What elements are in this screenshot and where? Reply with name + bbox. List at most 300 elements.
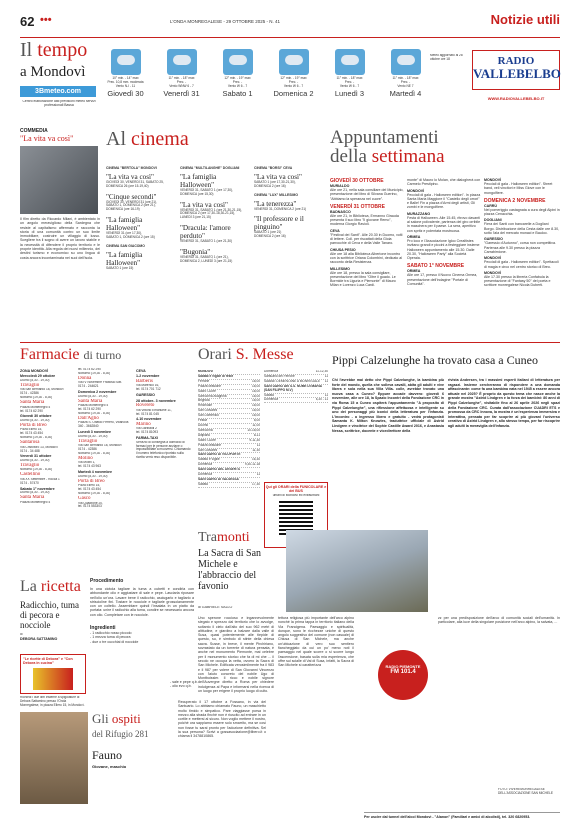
messa-place: San Domenico (198, 414, 219, 418)
app-place: CHIUSA PESIO (330, 247, 356, 252)
farmacia-date: Mercoledì 29 ottobre (20, 374, 56, 379)
farmacie-col-3 (136, 368, 192, 460)
cloud-rain-icon (111, 49, 141, 75)
ingredienti-head: Ingredienti (90, 625, 116, 632)
farmacia-info: Via Molini 1, tel. 0174 43 963 (78, 461, 101, 469)
farmacia-name: Gasco (78, 495, 91, 501)
film-hours: SABATO 1 (ore 21) DOMENICA 2 (ore 16) (254, 230, 286, 239)
radio-name-1: RADIO (497, 55, 535, 67)
book-note: Richiedi i due libri insieme a spigolature di Debora Sattamino presso l'Onda Monregalese, in piazza Ellero 15, in Mondovì. (20, 696, 85, 707)
app-place: BADNASCO (330, 209, 351, 214)
app-place: ORMEA (407, 234, 421, 239)
messe-col-1 (198, 370, 260, 488)
film-title: "La famiglia Halloween" (106, 250, 143, 267)
farmacia-name: Travaglio (78, 438, 98, 444)
pippi-text-2: rivista Andersen, tra i massimi esperti italiani di letteratura per ragazzi. Insieme cercheranno di rispondere a una domanda affascinante: come fa una bambina nata nel 1945 a essere ancora attuale nel 2025? È proprio da questo tema che nasce anche la grande mostra "Astrid Lindgren e la forza dei bambini: 80 anni di Pippi Calzelunghe", visitabile fino al 26 aprile 2026 negli spazi della Fondazione CRC. Curata dall'associazione CUADRI ETS e promossa da CRC Innova, la mostra è un'esperienza immersiva e interattiva, pensata per far scoprire ai più giovani l'universo creativo di Astrid Lindgren e, allo stesso tempo, per far riscoprire agli adulti la meraviglia dell'infanzia. (448, 378, 560, 428)
farmacia-name: Castellino (20, 472, 41, 478)
messa-place: Piazza Missione (198, 443, 222, 447)
messa-place: Santuario del Ferrone (264, 374, 295, 378)
messa-place: Sacro Cuore (198, 389, 216, 393)
messa-time: 18,00 (252, 379, 260, 383)
app-text: "Festival dei Santi". Alle 20.30 in Duomo, volti di lettere. Coll. per riscattati della Gioia parrocchie di Ceva e della Valle Tanaro. (330, 232, 403, 246)
weather-info: 11° min. - 18° max Prec. - Vento WNW 6 - 7 (168, 76, 195, 88)
radio-name-2: VALLEBELBO (473, 66, 561, 81)
ingrediente: - 1 mezza tuma di pecora (90, 635, 131, 640)
app-text: Fiera dei Santi con bancarelle a Dogliani Borgo. Distribuzione della Cesta dalle ore 8.30, sotto l'ala del mercato monaci e Bauloo. (484, 222, 560, 236)
dog-photo (20, 712, 88, 804)
messa-place: Domenica (198, 463, 213, 467)
farmacia-info: Via Garibaldi 2 tel. 0174 81093 (136, 427, 158, 435)
farmacia-date: Giovedì 30 ottobre (20, 414, 52, 419)
messa-place: SANTUARIO DI VALSESSA (198, 477, 239, 481)
procedimento-text: In una ciotola tagliare la tuma a cubetti e condirla con abbondante olio e aggiustare di sale e pepe. Lasciarla riposare nell'olio un'ora. Lavare bene il radicchio, asciugarlo e tagliarlo a striscioline fini. Tostare le nocciole e tagliarle grossolanamente con un coltello. Assemblare quindi l'insalata in un piatto da portata: unire il radicchio alla tuma, condire se necessario ancora con olio. Completare con le nocciole. (90, 587, 194, 617)
farmacia-info: Notturno (19,30 - 8,30) (78, 411, 111, 415)
film-hours: VENERDÌ 31, SABATO 1 (ore 21,30-21,15), DOMENICA 2 (ore 17,30-18,30-21,15), LUNEDÌ 3 (ore 21,15) (180, 207, 243, 220)
section-title: Notizie utili (490, 12, 560, 27)
weather-info: 12° min. - 19° max Prec. - Vento W 6 - 7 (224, 76, 251, 88)
messa-time: 11 (324, 379, 328, 383)
app-text: Pecciali di gala - Halloween edition". In piazza Santa Maria Maggiore il "Castello degli orrori" e Balle! Fin a piazza d'Armi degli artisti, Gli zombi e le mongolfiere. (407, 192, 481, 210)
farmacia-info: Via Vittorio Emanuele 11, tel. 0174 81 045 (136, 408, 172, 416)
pippi-title: Pippi Calzelunghe ha trovato casa a Cuneo (332, 353, 538, 367)
pet-name: Fauno (92, 748, 122, 762)
radio-piemonte-logo (378, 650, 428, 700)
farmacia-date: Martedì 4 novembre (78, 470, 112, 475)
messa-row (264, 385, 328, 394)
farmacia-info: Servizio di consegna a domicilio di farmaci per le persone anziane o impossibilitate a muoversi. Chiamando il numero telefonico riportato sulla ricetta verrà reso disponibile. (136, 440, 191, 460)
ospiti-section (20, 712, 196, 812)
ingrediente: - olio evo q.b. (170, 684, 192, 689)
app-place: MONDOVÌ (484, 256, 502, 261)
tramonti-author: di GABRIELE SALLO (198, 606, 233, 609)
film-hours: VENERDÌ 31 (ore 17,30), SABATO 1, DOMENICA 2 (ore 15) (106, 230, 155, 239)
app-text: Nel pomeriggio castagnata a cura degli Alpini in piazza Cenacchia. (484, 207, 560, 217)
messe-col-2 (264, 370, 328, 403)
app-text: Alle ore 21, nella sala consiliare del Municipio, presentazione del libro di Silvana Guerino, "Abbiamo la speranza nel cuore". (330, 188, 404, 201)
weather-day-3 (216, 49, 259, 98)
book-title: "Le ricette di Debora" e "Con Debora in cucina" (23, 657, 73, 666)
messa-row (198, 483, 260, 488)
commedia-head: COMMEDIA (20, 128, 48, 134)
farmacia-date: Venerdì 31 ottobre (20, 454, 52, 459)
app-text: Alle ore 18, presso la sala consigliare, presentazione del libro "Oltre il guado. Le Bormide tra Liguria e Piemonte" di Mauro Milan e Lorenzo Luca Cardi. (330, 270, 396, 288)
ingrediente: - sale e pepe q.b. (170, 680, 198, 684)
film-hours: GIOVEDÌ 30, VENERDÌ 31, SABATO 25, DOMENICA 26 (ore 15-19,40) (106, 180, 164, 188)
messa-place: SANTUARIO DEL DESERTO (198, 468, 241, 472)
ospiti-title-2: ospiti (111, 711, 141, 726)
farmacia-name: Santa Maria (20, 400, 45, 406)
messa-time: 8-11 (253, 433, 260, 437)
app-text: Alle ore 21, in Biblioteca, Ermanno Girauda presenta il suo libro "Il giovane Remo", moderna Giorgio Ravioli. (330, 213, 399, 227)
messa-place: Rinchiuse (198, 404, 212, 408)
tramonti-headline: La Sacra di San Michele e l'abbraccio del favonio (198, 548, 262, 592)
messa-time: 11-12,30 (315, 370, 328, 373)
app-text: "Garessio d'Autunno", corsa non competitiva. Partenza alle 9.30 presso la piazza Carrabimione. (484, 241, 556, 254)
radio-piemonte-freq: FM 101.4 (390, 669, 416, 675)
messa-time: 18,00 (252, 389, 260, 393)
messa-time: 11 (256, 473, 260, 477)
farmacia-info: Diurno (8,30 - 19,30) (20, 491, 50, 495)
app-col-1 (330, 178, 404, 288)
messe-title-1: Orari (198, 346, 232, 363)
app-place: CEVA (330, 228, 340, 233)
ricetta-title-2: ricetta (40, 578, 81, 595)
app-date: SABATO 1° NOVEMBRE (407, 263, 465, 270)
film-title: "La famiglia Halloween" (180, 173, 217, 189)
film-hours: VENERDÌ 31, SABATO 1 (ore 17,30), DOMENICA (ore 15,30) (180, 188, 234, 196)
weather-day-name: Domenica 2 (273, 89, 314, 99)
ingrediente: - 1 radicchio rosso piccolo (90, 631, 132, 636)
messa-place: Altipiano (198, 433, 211, 437)
tramonti-text-2: tettura religiosa più importante dell'arco alpino nonché la prima tappa in territorio italiano della Via Francigena. Paesaggio e spiritualità, dunque, sono le ricchezze uniche di questo angolo suggestivo del comune (non casuale) di Chiusa di San Michele, ma anche un'ubicazione di vero suo sentiero fiancheggiato da cui un po' meno noti il paesaggio nel quale scorre o si scorre lungo l'ascensione, basata sulla mia esperienza, che offre sul scialle di Val di Susa, infatti, la Sacra di San Michele si caratterizza (278, 616, 354, 668)
weather-day-5 (328, 49, 371, 98)
commedia-text: Il film diretto da Riccardo Milani, è ambientato in un angolo meraviglioso della Sardegna che resiste al capitalismo affermato e racconta la storia di una comunità contro un suo limite immobiliare, costruire un villaggio di lusso. Scegliere tra il sogno di avere un lavoro stabile e la necessità di difendere il proprio territorio e le proprie identità. Alla regola dei nuovi millennio, dei destini turismo e economico su uno lingua di costa ancora incontaminata nei suoi dell'isola. (20, 217, 100, 260)
messa-place: Domenica (264, 398, 279, 402)
messa-place: San Giovanni (198, 409, 218, 413)
cinema-title-2: cinema (131, 128, 189, 150)
app-text: Pecciali di gala - Halloween edition". Street band, veli vincitori e Miss Giove con le mongolfiere. (484, 182, 553, 195)
cinema-bertola (106, 166, 178, 274)
page-header (20, 14, 560, 38)
film-title: "La vita va così" (106, 173, 154, 181)
farmacia-name: Santa Maria (78, 398, 103, 404)
app-col-3 (484, 178, 560, 288)
farmacia-info: Piazza S. Ottavio Ferrero, Villanova 340 - 3662840 (78, 421, 129, 429)
app-text: Alle ore 17, presso il Nuovo Cinema Ormea, presentazione dell'indagine "Portale di Comunità". (407, 273, 478, 287)
app-place: DOGLIANI (484, 218, 502, 223)
farmacia-name: Porta di Breo (20, 422, 47, 428)
farmacia-info: Diurno (8,30 - 19,30) (78, 474, 108, 478)
messa-time: 9,30-11-18 (244, 463, 260, 467)
farmacia-info: Piazza Montenegro 4 tel. 0174 62 290 (20, 405, 51, 413)
messa-place: San Giovanni (198, 448, 218, 452)
farmacia-name: Santarosa (20, 440, 40, 446)
ricetta-book (20, 654, 86, 694)
messa-place: Sabato e vigilie di feste (198, 374, 234, 378)
cloud-sun-icon (167, 49, 197, 75)
farmacia-info: Via San Bernardo 18, Mondovì 0174 - 42386 (20, 388, 64, 396)
app-place: MILLESIMO (330, 266, 350, 271)
cloud-sun-icon (223, 49, 253, 75)
app-place: GARESSIO (484, 237, 503, 242)
messa-place: Duomo (198, 423, 209, 427)
messa-time: 16,30 (252, 458, 260, 462)
cinema-borsi (254, 166, 321, 243)
weather-day-2 (160, 49, 203, 98)
farmacia-name: Donna (78, 375, 92, 381)
weather-day-6 (384, 49, 427, 98)
meteo-logo: 3Bmeteo.com (20, 86, 96, 97)
tramonti-text-1: Uno sperone roccioso e ingannevolmente slegato e sprezzo dal territorio che lo avvolge, soltanto il cielo dall'alto del suo 962 metri di altitudine, e giardino a balzare dalla valle di Susa, quasi potentemente alle tiepide di questo, su, è simbolo di stinte della chiesa sacra. Susse, in breve, il mente Pirchiriano, sovrastato da un torrente di natura pensata, è anche nel monumento Piemonte, mai celebre per il monumento storico che fa di mi che ... il secolo ne occupa la vetta, ovvero la Sacra di San Michele. Edificata verosimilmente fra il 983 e il 987 per volere di San Giovanni Vincenzo con l'aiuto concreto del nobile Ugo di Montboissier. Il ricco e nobile signore dell'Auvergne diretto a Roma per chiedere indulgenza al Papa e informarsi nella ricerca di un luogo per erigere il proprio luogo di culto. (198, 616, 274, 694)
footer-text: Per uscire dal tunnel dell'alcol Mondovì - "Alanon" (Familiari e amici di alcolisti), tel. 320 6820953. (364, 815, 531, 819)
farmacia-name: Barberis (136, 378, 153, 384)
pet-sub: Giovane, maschio (92, 764, 127, 769)
movie-photo (20, 146, 98, 214)
messa-place: Sabato (198, 482, 209, 486)
messa-time: 11,30 (252, 448, 260, 452)
ricetta-title-1: La (20, 578, 37, 595)
farmacia-info: Notturno (19,30 - 8,30) (20, 396, 53, 400)
farmacia-info: Via IV Novembre Frabosa Sott. 0174 - 244621 (78, 381, 123, 389)
farmacia-info: tel. 0174 62 290 (78, 368, 101, 371)
cinema-multilanghe (180, 166, 252, 267)
meteo-caption: Centro elaborazione dati previsioni meteo servizi professionali Bassa (22, 100, 96, 107)
messa-place: Piazza Missione (198, 384, 222, 388)
tramonti-title (198, 530, 250, 545)
cinema-name: CINEMA "BERTOLA" MONDOVI (106, 166, 157, 170)
messa-place: Brignola (198, 399, 210, 403)
film-hours: VENERDÌ 31, SABATO 1 (ore 21), DOMENICA 2, LUNEDÌ 3 (ore 21,15) (180, 254, 233, 263)
film-title: "La vita va così" (254, 173, 302, 181)
messa-place: Sabato e vigilie (198, 458, 220, 462)
messa-time: 18,00 (252, 409, 260, 413)
messa-time: 18,00 (252, 414, 260, 418)
film-title: "Cinque secondi" (106, 192, 157, 201)
farmacia-name: Santa Maria (20, 495, 45, 500)
farmacia-info: Notturno (19,30 - 8,30) (20, 468, 53, 472)
footer-box (364, 812, 560, 826)
messa-time: 9-11,30 (249, 438, 260, 442)
cloud-icon (335, 49, 365, 75)
weather-day-name: Martedì 4 (389, 89, 422, 99)
weather-info: 11° min. - 18° max Prec. - Vento W 6 - 7 (336, 76, 363, 88)
farmacia-info: Via San Bernardo 18, Mondovì 0174 - 42386 (78, 444, 122, 452)
farmacia-date: GARESSIO (136, 393, 155, 398)
cloud-icon (391, 49, 421, 75)
app-col-2 (407, 178, 481, 286)
app-place: ORMEA (407, 269, 421, 274)
photo-caption: FOTO: VIVEREMONREGALESE DELL'ASSOCIAZIONE SAN MICHELE (498, 788, 553, 795)
cinema-name: CINEMA "BORSI" CEVA (254, 166, 293, 170)
ospiti-title-1: Gli (92, 711, 109, 726)
app-place: MONDOVÌ (407, 188, 425, 193)
messa-time: 8,00 (253, 419, 260, 423)
weather-day-name: Giovedì 30 (107, 89, 144, 99)
messa-time: 18,00 (252, 404, 260, 408)
farmacia-info: Diurno (8,30 - 19,30) (20, 418, 50, 422)
ingredienti-2 (170, 680, 200, 689)
weather-title-2: tempo (37, 39, 88, 61)
weather-day-4 (272, 49, 315, 98)
messa-place: Sant'Anna (198, 428, 213, 432)
farmacia-info: Pizza Ellero 15, tel. 0174 43 454 (78, 484, 101, 492)
appuntamenti-title (330, 128, 560, 166)
app-date: GIOVEDÌ 30 OTTOBRE (330, 178, 384, 184)
farmacia-name: Dall'Aglio (78, 415, 99, 421)
app-title-1: Appuntamenti (330, 127, 439, 148)
app-place: CARRÙ (484, 203, 497, 208)
film-title: "La vita va così" (180, 200, 228, 209)
page-number: 62 (20, 14, 35, 29)
appuntamenti-section (330, 128, 560, 368)
messa-time: 18,00 (252, 399, 260, 403)
app-place: MURAZZANO (407, 211, 431, 216)
messa-place: Domenica (198, 473, 213, 477)
farmacie-title (20, 346, 192, 364)
cinema-name: CINEMA "MULTILANGHE" DOGLIANI (180, 166, 240, 170)
qr-title: Qui gli ORARI della FUNICOLARE e dei BUS (265, 485, 327, 494)
ospiti-title (92, 712, 149, 741)
farmacia-info: Notturno (19,30 - 8,30) (20, 436, 53, 440)
farmacie-col-2 (78, 368, 134, 509)
tramonti-title-2: monti (216, 530, 250, 545)
farmacia-info: Pizza Ellero 15, tel. 0174 43 454 (20, 428, 43, 436)
messa-place: Festivi (198, 419, 208, 423)
book-covers (33, 668, 73, 690)
farmacia-name: Marino (136, 421, 151, 427)
radio-url: WWW.RADIOVALLEBELBO.IT (487, 96, 545, 101)
weather-title-3: a Mondovì (20, 64, 86, 80)
film-hours: SABATO 1 (ore 17,30-21,30), DOMENICA 2 (ore 16) (254, 180, 296, 188)
divider (20, 342, 560, 343)
app-place: MURIALDO (330, 184, 350, 188)
commedia-title: "La vita va così" (20, 134, 74, 143)
messa-place: Sant'Anna Avagnina (198, 394, 227, 398)
farmacia-name: Travaglio (20, 462, 40, 468)
procedimento-head: Procedimento (90, 578, 124, 584)
cinema-title (106, 128, 321, 150)
ingrediente: - due o tre cucchiai di nocciole (90, 639, 139, 644)
film-title: "La tenerezza" (254, 199, 297, 208)
ricetta-author-label: di (20, 633, 23, 636)
ospiti-title-3: del Rifugio 281 (92, 729, 149, 739)
farmacie-title-1: Farmacie (20, 346, 80, 363)
farmacia-date: 1-2 novembre (136, 374, 160, 379)
pippi-article (332, 346, 560, 518)
messa-place: Domenica (264, 370, 279, 373)
app-place: MONDOVÌ (484, 270, 502, 275)
app-place: MONDOVÌ (484, 178, 502, 182)
film-hours: SABATO 1 (ore 15) (106, 265, 134, 270)
farmacie-col-1 (20, 368, 76, 505)
qr-sub: urbani di Mondovì ed extraurbani (272, 493, 320, 497)
tramonti-title-1: Tra (198, 530, 217, 545)
messa-place: SABBIE DEMENTANE A MONREGALE (264, 379, 321, 383)
farmacia-info: Piazza Montenegro 4 (20, 500, 51, 504)
radio-piemonte-name: RADIO PIEMONTE (385, 664, 421, 669)
film-hours: GIOVEDÌ 30, VENERDÌ 31 (ore 21), SABATO 1, DOMENICA 2 (ore 21), DOMENICA (ore 16-19) (106, 199, 158, 212)
farmacia-date: FARMA-TAXI (136, 436, 158, 441)
farmacia-date: 28 ottobre- 3 novembre (136, 398, 176, 403)
film-title: "Il professore e il pinguino" (254, 215, 304, 232)
app-title-2: della (330, 146, 367, 167)
ricetta-author: DEBORA SATTAMINO (20, 636, 58, 641)
radio-logo (472, 50, 560, 90)
farmacia-info: Notturno (19,30 - 8,30) (78, 371, 111, 375)
weather-day-1 (104, 49, 147, 98)
messa-time: 10-18,00 (247, 428, 260, 432)
app-text: Pro loco e l'Associazione Igloo Crealtistes invitano grandi e piccini a festeggiare insieme Halloween appuntamento alle 15.30. Dalle 20.30, "Halloween Party" alla Società Operaia. (407, 238, 480, 261)
film-hours: VENERDÌ 31, DOMENICA 2 (ore 21) (254, 206, 307, 211)
cinema-name: CINEMA "LUX" MILLESIMO (254, 192, 298, 197)
header-dots: ••• (40, 14, 52, 26)
farmacia-info: Via Cristoforo 13, Mondovì 0174 - 34 488 (20, 445, 58, 453)
farmacia-date: 4-10 novembre (136, 417, 162, 422)
weather-title (20, 40, 100, 82)
farmacia-info: Via XX Settembre - Rocca 1 0174 - 57470 (20, 477, 60, 485)
messa-time: 18,00 (252, 394, 260, 398)
tramonti-text-3: zz per una predisposizione dell'arco di comunità sociali dell'umanità. In particolare, alla luce della singolare posizione nell'arco alpino, la salvata, ... (438, 616, 560, 625)
ricetta-subtitle: Radicchio, tuma di pecora e nocciole (20, 600, 79, 630)
cloud-icon (279, 49, 309, 75)
messa-place: MONDOVÌ (198, 370, 214, 373)
farmacia-info: Diurno (8,30 - 19,30) (20, 378, 50, 382)
weather-day-name: Venerdì 31 (163, 89, 200, 99)
pippi-text-1: Chi l'avrebbe mai detto che Pippi Calzelunghe, la bambina più forte del mondo, quella che solleva cavalli, abita gli adulti e vive libera e sola nella sua Villa Villa- colle, avrebbe trovato una nuova casa a Cuneo? Eppure accade davvero: giovedì 6 novembre, alle ore 18, la Spazio Incontri della Fondazione CRC in via Roma 15 a Cuneo ospiterà l'appuntamento "A proposito di Pippi Calzelunghe", una riflessione affettuosa e intelligente su uno dei personaggi più iconici della letteratura per l'infanzia. L'incontro - a ingresso libero e gratuito - vedrà protagonisti Samanta K. Milton Knowles, traduttrice ufficiale di Astrid Lindgren e vincitrice del Sophie Castille Award 2016, e Anastasia Nessa, scrittrice, docente e vicedirettore della (332, 378, 444, 433)
farmacia-date: ZONA MONDOVÌ (20, 369, 49, 373)
farmacia-name: Travaglio (20, 382, 40, 388)
app-date: DOMENICA 2 NOVEMBRE (484, 197, 546, 204)
app-date: VENERDÌ 31 OTTOBRE (330, 203, 385, 210)
weather-info: 12° min. - 19° max Prec. - Vento W 6 - 7 (280, 76, 307, 88)
messa-place: SANTUARIO DI VICOFORTE (198, 453, 241, 457)
weather-day-name: Sabato 1 (222, 89, 253, 99)
farmacia-date: Sabato 1° novembre (20, 486, 55, 491)
sacra-photo (286, 530, 428, 612)
farmacia-date: Domenica 2 novembre (78, 390, 117, 395)
farmacie-section (20, 346, 192, 566)
app-text: Festa di Halloween. Alle 15.45, ritrovo davanti al salone polivalente, partenza del giro orribile in maschera per il paese. La sera, aperitivo con spritz e polentata mostruosa. (407, 215, 481, 233)
messa-time: 18,00 (252, 384, 260, 388)
app-title-3: settimana (371, 146, 445, 167)
farmacia-name: Porta di Breo (78, 478, 105, 484)
film-title: "La famiglia Halloween" (106, 215, 143, 232)
cinema-section (106, 128, 321, 368)
messe-title (198, 346, 328, 364)
ospiti-text: Recuperato il 17 ottobre a Fossano, in via del Santuario. Lo abbiamo chiamato Fauno, un maschietto molto timido e simpatico. Pare viaggiasse porsa in mezzo alla strada finchè non è riuscito ad entrare in un cortile e mettersi al sicuro. Non voglio mettere il nostro, poiché ora sappiamo essere solo smarrito, ma se così non fosse tu sarai pronto per l'adozione definitiva. Sei la sua persona? Scrivi a gossasociazione@libero.it o chiama il 3478810865. (178, 700, 266, 739)
farmacia-info: Piazza Montenegro 4 tel. 0174 62 290 (78, 404, 109, 412)
film-title: "Dracula: l'amore perduto" (180, 223, 231, 240)
messa-time: 11 (324, 374, 328, 378)
farmacia-info: Notturno (19,30 - 8,30) (78, 451, 111, 455)
farmacia-info: Diurno (8,30 - 19,30) (20, 458, 50, 462)
weather-title-1: Il (20, 39, 33, 61)
messa-place: Ferrone (198, 379, 210, 383)
farmacia-info: Diurno (8,30 - 19,30) (78, 394, 108, 398)
cinema-name: CINEMA SAN GIACOMO (106, 243, 145, 248)
header-issue: L'ONDA MONREGALESE - 29 OTTOBRE 2025 - N. 41 (170, 19, 281, 24)
farmacia-info: Notturno (19,30 - 8,30) (78, 492, 111, 495)
weather-info: 10° min. - 14° max Prec. 10,8 mm. moderata Vento N-I - 11 (107, 76, 144, 88)
messa-time: 11,00 (252, 423, 260, 427)
farmacia-info: Via Marenco 16, tel. 0174 701 712 (136, 384, 161, 392)
messa-place: Sacro Cuore (198, 438, 216, 442)
messa-row (264, 398, 328, 403)
farmacia-info: Diurno (8,30 - 19,30) (78, 434, 108, 438)
messa-place: Sabato (264, 393, 275, 397)
farmacia-name: Molino (78, 455, 93, 461)
cinema-title-1: Al (106, 128, 126, 150)
farmacia-info: Via Quadrone 20, tel. 0174 553303 (78, 501, 103, 509)
farmacia-date: CEVA (136, 369, 146, 373)
meteo-note: Meteo aggiornato al 28 ottobre ore 18 (430, 54, 463, 61)
film-hours: VENERDÌ 31, SABATO 1 (ore 21,30) (180, 238, 233, 243)
messa-time: 17,30 (252, 482, 260, 486)
app-text: Pecciali di gala - Halloween edition". Spettacoli di magia e circo nel centro storico di Breo. (484, 260, 559, 269)
messa-time: 11 (256, 443, 260, 447)
commedia-section (20, 128, 100, 368)
app-text: Alle 17.30 presso la libreria Confabula la presentazione di "Fantasy 50" del poeta e scrittore monregalese Nicola Duberti. (484, 274, 551, 288)
messa-place: SANTUARIO DEI S.S. NOME DI MARIA (SAN FILIPPO M.V) (264, 384, 322, 392)
weather-day-name: Lunedì 3 (334, 89, 365, 99)
farmacia-name: Rovereto (136, 403, 155, 409)
film-title: "Bugonia" (180, 247, 211, 256)
farmacia-date: Lunedì 3 novembre (78, 430, 111, 435)
farmacie-title-2: di turno (83, 348, 122, 362)
app-text: Alle ore 18 alla Biblioteca Alberione incontro con la scrittrice Oriana Colombini, dedicato al racconto della Resistenza. (330, 251, 403, 265)
messa-time: 8,30 - 11 (315, 398, 328, 402)
messe-title-2: S. Messe (235, 346, 294, 363)
